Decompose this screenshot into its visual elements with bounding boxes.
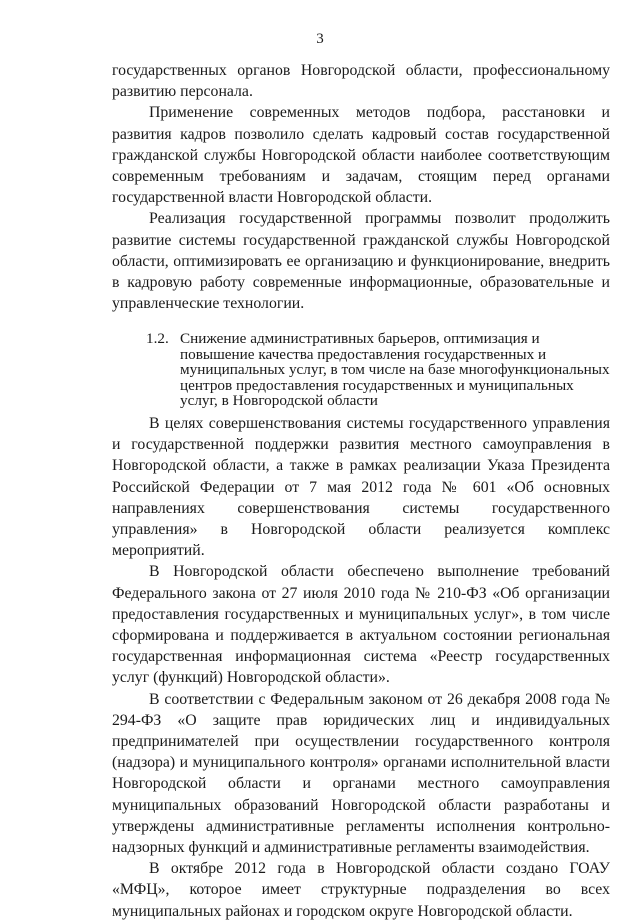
- paragraph-federal-law-210: В Новгородской области обеспечено выполнение требований Федерального закона от 27 июля 2010 года № 210-ФЗ «Об организации предоставления государственных и муниципальных услуг», в том числе сформирована и поддерживается в актуальном состоянии региональная государственная информационная система «Реестр государственных услуг (функций) Новгородской области».: [112, 563, 610, 687]
- paragraph-staffing-methods: Применение современных методов подбора, расстановки и развития кадров позволило сделать кадровый состав государственной гражданской службы Новгородской области наиболее соответствующим современным требованиям и задачам, стоящим перед органами государственной власти Новгородской области.: [112, 104, 610, 207]
- paragraph-continuation: государственных органов Новгородской области, профессиональному развитию персонала.: [112, 62, 610, 101]
- section-number: 1.2.: [146, 330, 169, 348]
- paragraph-public-administration: В целях совершенствования системы государственного управления и государственной поддержки развития местного самоуправления в Новгородской области, а также в рамках реализации Указа Президента Российской Федерации от 7 мая 2012 года № 601 «Об основных направлениях совершенствования системы государственного управления» в Новгородской области реализуется комплекс мероприятий.: [112, 414, 610, 560]
- paragraph-mfc-creation: В октябре 2012 года в Новгородской области создано ГОАУ «МФЦ», которое имеет структурные подразделения во всех муниципальных районах и городском округе Новгородской области.: [112, 860, 610, 920]
- document-body: [112, 60, 610, 922]
- page-number: 3: [316, 31, 324, 47]
- section-heading: [112, 331, 610, 409]
- paragraph-program-implementation: Реализация государственной программы позволит продолжить развитие системы государственной гражданской службы Новгородской области, оптимизировать ее организацию и функционирование, внедрить в кадровую работу современные информационные, образовательные и управленческие технологии.: [112, 210, 610, 313]
- section-title: Снижение административных барьеров, оптимизация и повышение качества предоставления государственных и муниципальных услуг, в том числе на базе многофункциональных центров предоставления государственных и муниципальных услуг, в Новгородской области: [180, 330, 610, 410]
- paragraph-federal-law-294: В соответствии с Федеральным законом от 26 декабря 2008 года № 294-ФЗ «О защите прав юридических лиц и индивидуальных предпринимателей при осуществлении государственного контроля (надзора) и муниципального контроля» органами исполнительной власти Новгородской области и органами местного самоуправления муниципальных образований Новгородской области разработаны и утверждены административные регламенты исполнения контрольно-надзорных функций и административные регламенты взаимодействия.: [112, 690, 610, 856]
